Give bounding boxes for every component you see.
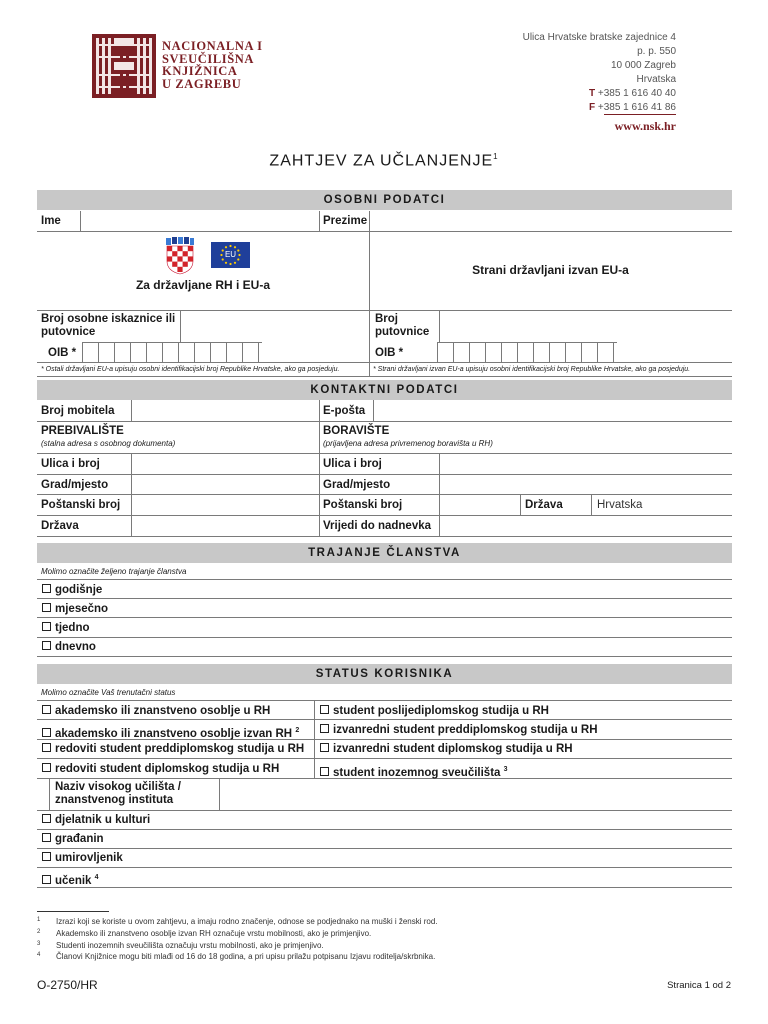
library-name-line: KNJIŽNICA [162,64,238,78]
valid-until-label: Vrijedi do nadnevka [323,520,432,532]
footnote-ref: 3 [503,766,508,773]
address-line: 10 000 Zagreb [610,60,676,71]
mobile-field[interactable] [133,401,318,420]
section-contact-header: KONTAKTNI PODATCI [37,380,732,400]
phone-number: +385 1 616 40 40 [597,88,676,99]
checkbox-icon[interactable] [320,705,329,714]
status-option-left-4[interactable] [42,763,279,776]
footnote-ref: 4 [94,874,99,881]
option-label: učenik [55,874,92,887]
postal-label-right: Poštanski broj [323,499,403,511]
form-code: O-2750/HR [37,978,98,992]
id-card-label [41,313,175,339]
library-name-line: NACIONALNA I [162,39,263,53]
status-instruction: Molimo označite Vaš trenutačni status [41,688,176,697]
website-link[interactable]: www.nsk.hr [614,119,676,133]
email-field[interactable] [375,401,731,420]
fax-number: +385 1 616 41 86 [597,102,676,113]
footnote-number: 4 [37,952,41,958]
id-card-label-line: Broj osobne iskaznice ili [41,313,176,325]
library-address [523,31,676,115]
option-label: građanin [55,833,104,845]
option-label: dnevno [55,641,96,653]
duration-option-monthly[interactable] [42,603,108,616]
footnote-text: Studenti inozemnih sveučilišta označuju vrstu mobilnosti, ako je primjenjivo. [56,941,324,950]
passport-label [375,313,429,339]
first-name-label: Ime [41,215,61,227]
email-label: E-pošta [323,405,366,417]
checkbox-icon[interactable] [42,875,51,884]
option-label: student inozemnog sveučilišta [333,766,501,779]
last-name-label: Prezime [323,215,368,227]
status-option-right-4[interactable] [320,763,508,780]
option-label: akademsko ili znanstveno osoblje izvan RH [55,727,293,740]
oib-input-left[interactable] [82,342,262,363]
city-field[interactable] [133,475,318,493]
option-label: redoviti student preddiplomskog studija u RH [55,743,305,755]
footnote-ref: 2 [295,727,300,734]
phone-label: T [588,88,596,99]
country-field[interactable] [133,516,318,535]
option-label: tjedno [55,622,90,634]
footnote-number: 2 [37,929,41,935]
address-line: p. p. 550 [637,46,676,57]
passport-label-line: putovnice [375,326,430,338]
library-name-line: U ZAGREBU [162,76,242,91]
postal-field[interactable] [133,495,318,514]
postal-field-right[interactable] [441,495,519,514]
option-label: akademsko ili znanstveno osoblje u RH [55,705,271,717]
checkbox-icon[interactable] [42,705,51,714]
duration-instruction: Molimo označite željeno trajanje članstva [41,567,187,576]
status-option-right-2[interactable] [320,724,598,737]
checkbox-icon[interactable] [320,767,329,776]
duration-option-yearly[interactable] [42,584,102,597]
checkbox-icon[interactable] [42,814,51,823]
status-option-left-3[interactable] [42,743,304,756]
option-label: godišnje [55,584,103,596]
page-info: Stranica 1 od 2 [667,980,731,991]
option-label: umirovljenik [55,852,123,864]
checkbox-icon[interactable] [42,584,51,593]
fax-label: F [588,102,596,113]
phone-line [523,87,676,101]
institution-label [55,781,181,807]
option-label: mjesečno [55,603,109,615]
country-label-right: Država [525,499,563,511]
eu-citizens-label: Za državljane RH i EU-a [135,278,271,292]
option-label: student poslijediplomskog studija u RH [333,705,549,717]
checkbox-icon[interactable] [42,833,51,842]
valid-until-field[interactable] [441,516,731,535]
last-name-field[interactable] [371,212,731,230]
oib-input-right[interactable] [437,342,617,363]
status-option-left-1[interactable] [42,705,270,718]
institution-field[interactable] [221,779,731,809]
checkbox-icon[interactable] [42,763,51,772]
option-label: izvanredni student preddiplomskog studija u RH [333,724,598,736]
checkbox-icon[interactable] [42,852,51,861]
footnote-number: 1 [37,917,41,923]
street-field[interactable] [133,454,318,473]
checkbox-icon[interactable] [42,603,51,612]
institution-label-line: znanstvenog instituta [55,794,174,806]
id-card-label-line: putovnice [41,326,96,338]
checkbox-icon[interactable] [42,622,51,631]
first-name-field[interactable] [82,212,318,230]
footnote-text: Članovi Knjižnice mogu biti mlađi od 16 do 18 godina, a pri upisu prilažu potpisanu Izjavu roditelja/skrbnika. [56,952,436,961]
stay-heading: BORAVIŠTE [323,425,390,437]
footnote-number: 3 [37,941,41,947]
checkbox-icon[interactable] [42,641,51,650]
library-logo-mark [92,34,156,98]
form-title-text: ZAHTJEV ZA UČLANJENJE [269,152,494,170]
header-divider [604,114,676,115]
passport-label-line: Broj [375,313,398,325]
status-option-right-1[interactable] [320,705,549,718]
city-field-right[interactable] [441,475,731,493]
checkbox-icon[interactable] [42,728,51,737]
institution-label-line: Naziv visokog učilišta / [55,781,181,793]
status-option-culture-worker[interactable] [42,814,150,827]
footnote-ref: 1 [493,152,499,161]
residence-heading: PREBIVALIŠTE [41,425,124,437]
oib-note-left: * Ostali državljani EU-a upisuju osobni identifikacijski broj Republike Hrvatske, ako ga posjeduju. [41,366,340,373]
option-label: redoviti student diplomskog studija u RH [55,763,280,775]
form-title [0,152,768,170]
checkbox-icon[interactable] [320,724,329,733]
mobile-label: Broj mobitela [41,405,115,417]
option-label: djelatnik u kulturi [55,814,151,826]
section-status-header: STATUS KORISNIKA [37,664,732,684]
checkbox-icon[interactable] [42,743,51,752]
duration-option-weekly[interactable] [42,622,90,635]
fax-line [523,101,676,115]
library-name [162,40,263,90]
status-option-right-3[interactable] [320,743,573,756]
oib-label: OIB * [48,347,77,359]
street-field-right[interactable] [441,454,731,473]
non-eu-citizens-label: Strani državljani izvan EU-a [472,263,629,277]
duration-option-daily[interactable] [42,641,96,654]
section-duration-header: TRAJANJE ČLANSTVA [37,543,732,563]
checkbox-icon[interactable] [320,743,329,752]
stay-note: (prijavljena adresa privremenog boravišta u RH) [323,439,493,448]
footnote-text: Izrazi koji se koriste u ovom zahtjevu, a imaju rodno značenje, odnose se podjednako na muški i ženski rod. [56,917,438,926]
eu-flag-icon [211,242,250,268]
library-name-line: SVEUČILIŠNA [162,51,255,66]
croatia-coat-of-arms-icon [165,237,195,275]
address-line: Ulica Hrvatske bratske zajednice 4 [522,32,676,43]
id-card-field[interactable] [182,312,368,342]
postal-label: Poštanski broj [41,499,121,511]
city-label-right: Grad/mjesto [323,479,391,491]
street-label: Ulica i broj [41,458,100,470]
status-option-citizen[interactable] [42,833,104,846]
residence-note: (stalna adresa s osobnog dokumenta) [41,439,176,448]
oib-note-right: * Strani državljani izvan EU-a upisuju osobni identifikacijski broj Republike Hrvatske, ako ga posjeduju. [373,366,691,373]
section-personal-header: OSOBNI PODATCI [37,190,732,210]
footnote-text: Akademsko ili znanstveno osoblje izvan RH označuje vrstu mobilnosti, ako je primjenjivo. [56,929,372,938]
address-line: Hrvatska [636,74,676,85]
status-option-left-2[interactable] [42,724,299,741]
country-label: Država [41,520,79,532]
oib-label-right: OIB * [375,347,404,359]
eu-flag-text: EU [224,250,237,259]
street-label-right: Ulica i broj [323,458,382,470]
country-value-right: Hrvatska [597,499,643,511]
option-label: izvanredni student diplomskog studija u RH [333,743,573,755]
status-option-pupil[interactable] [42,871,99,888]
passport-field[interactable] [441,312,731,342]
status-option-retiree[interactable] [42,852,123,865]
footnote-divider [37,911,109,912]
city-label: Grad/mjesto [41,479,109,491]
